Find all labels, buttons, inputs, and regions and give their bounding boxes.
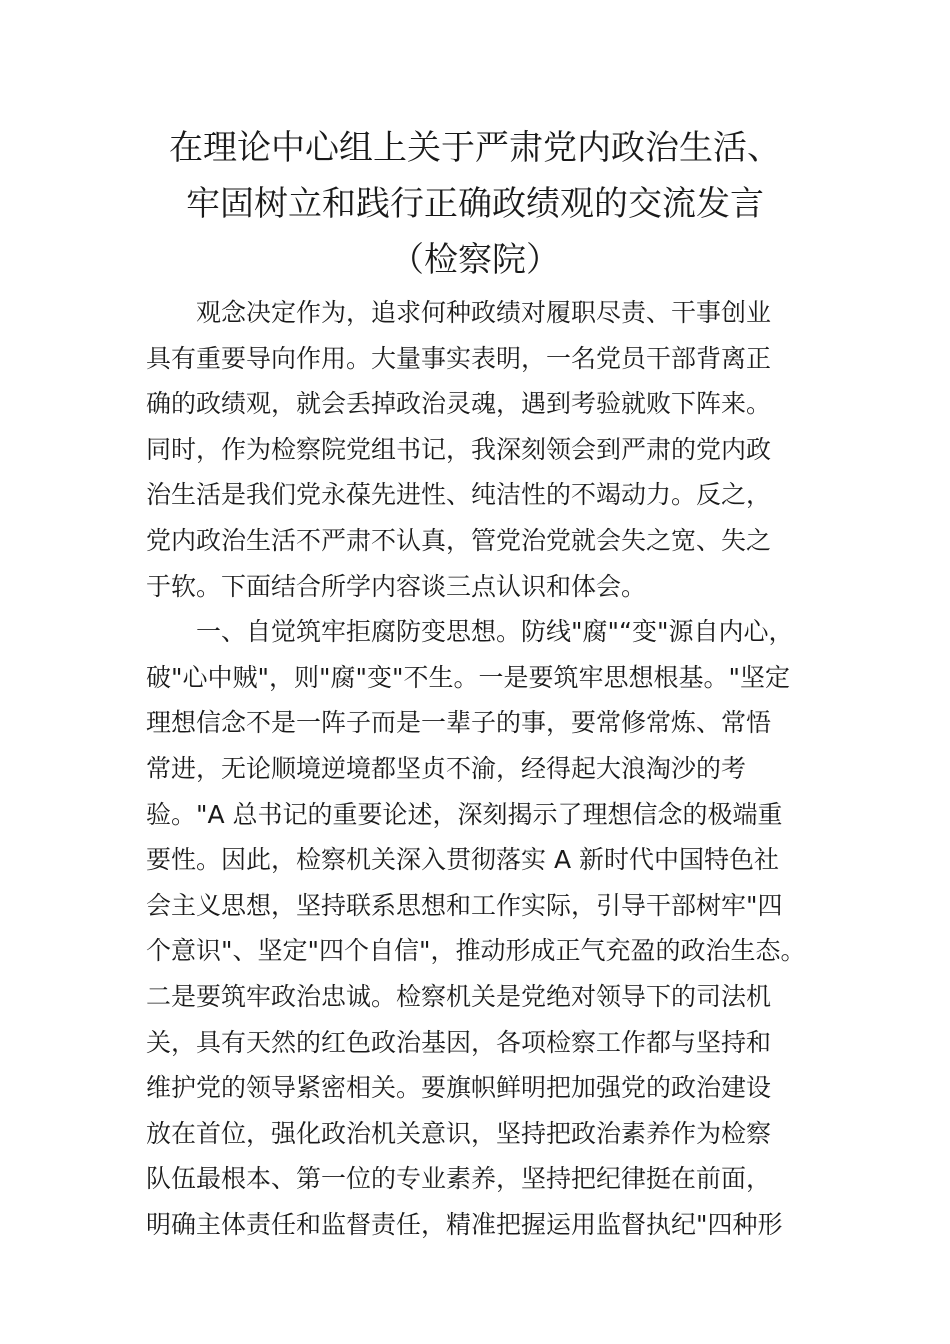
document-body (146, 290, 816, 1247)
body-line: 二是要筑牢政治忠诚。检察机关是党绝对领导下的司法机 (146, 981, 772, 1011)
body-line: 观念决定作为，追求何种政绩对履职尽责、干事创业 (196, 298, 772, 327)
title-line-1: 在理论中心组上关于严肃党内政治生活、 (169, 128, 781, 168)
section-heading-line: 一、自觉筑牢拒腐防变思想。防线"腐"“变"源自内心， (196, 617, 794, 647)
body-line: 验。"A 总书记的重要论述，深刻揭示了理想信念的极端重 (146, 799, 783, 829)
body-line: 于软。下面结合所学内容谈三点认识和体会。 (146, 571, 647, 601)
body-line: 破"心中贼"，则"腐"变"不生。一是要筑牢思想根基。"坚定 (146, 662, 790, 692)
body-line: 放在首位，强化政治机关意识，坚持把政治素养作为检察 (146, 1118, 772, 1148)
body-line: 确的政绩观，就会丢掉政治灵魂，遇到考验就败下阵来。 (146, 389, 772, 419)
body-line: 关，具有天然的红色政治基因，各项检察工作都与坚持和 (146, 1027, 772, 1057)
body-line: 党内政治生活不严肃不认真，管党治党就会失之宽、失之 (146, 525, 772, 555)
body-line: 个意识"、坚定"四个自信"，推动形成正气充盈的政治生态。 (146, 936, 806, 966)
title-line-3: （检察院） (390, 240, 560, 280)
body-line: 维护党的领导紧密相关。要旗帜鲜明把加强党的政治建设 (146, 1073, 772, 1103)
body-line: 同时，作为检察院党组书记，我深刻领会到严肃的党内政 (146, 434, 772, 464)
body-line: 会主义思想，坚持联系思想和工作实际，引导干部树牢"四 (146, 890, 783, 920)
body-line: 要性。因此，检察机关深入贯彻落实 A 新时代中国特色社 (146, 845, 779, 875)
body-line: 常进，无论顺境逆境都坚贞不渝，经得起大浪淘沙的考 (146, 753, 747, 783)
body-line: 治生活是我们党永葆先进性、纯洁性的不竭动力。反之， (146, 480, 772, 510)
document-title (100, 120, 850, 288)
body-line: 队伍最根本、第一位的专业素养，坚持把纪律挺在前面， (146, 1164, 772, 1194)
body-line: 理想信念不是一阵子而是一辈子的事，要常修常炼、常悟 (146, 708, 772, 738)
body-line: 具有重要导向作用。大量事实表明，一名党员干部背离正 (146, 343, 772, 373)
body-line: 明确主体责任和监督责任，精准把握运用监督执纪"四种形 (146, 1209, 783, 1239)
title-line-2: 牢固树立和践行正确政绩观的交流发言 (186, 184, 764, 224)
